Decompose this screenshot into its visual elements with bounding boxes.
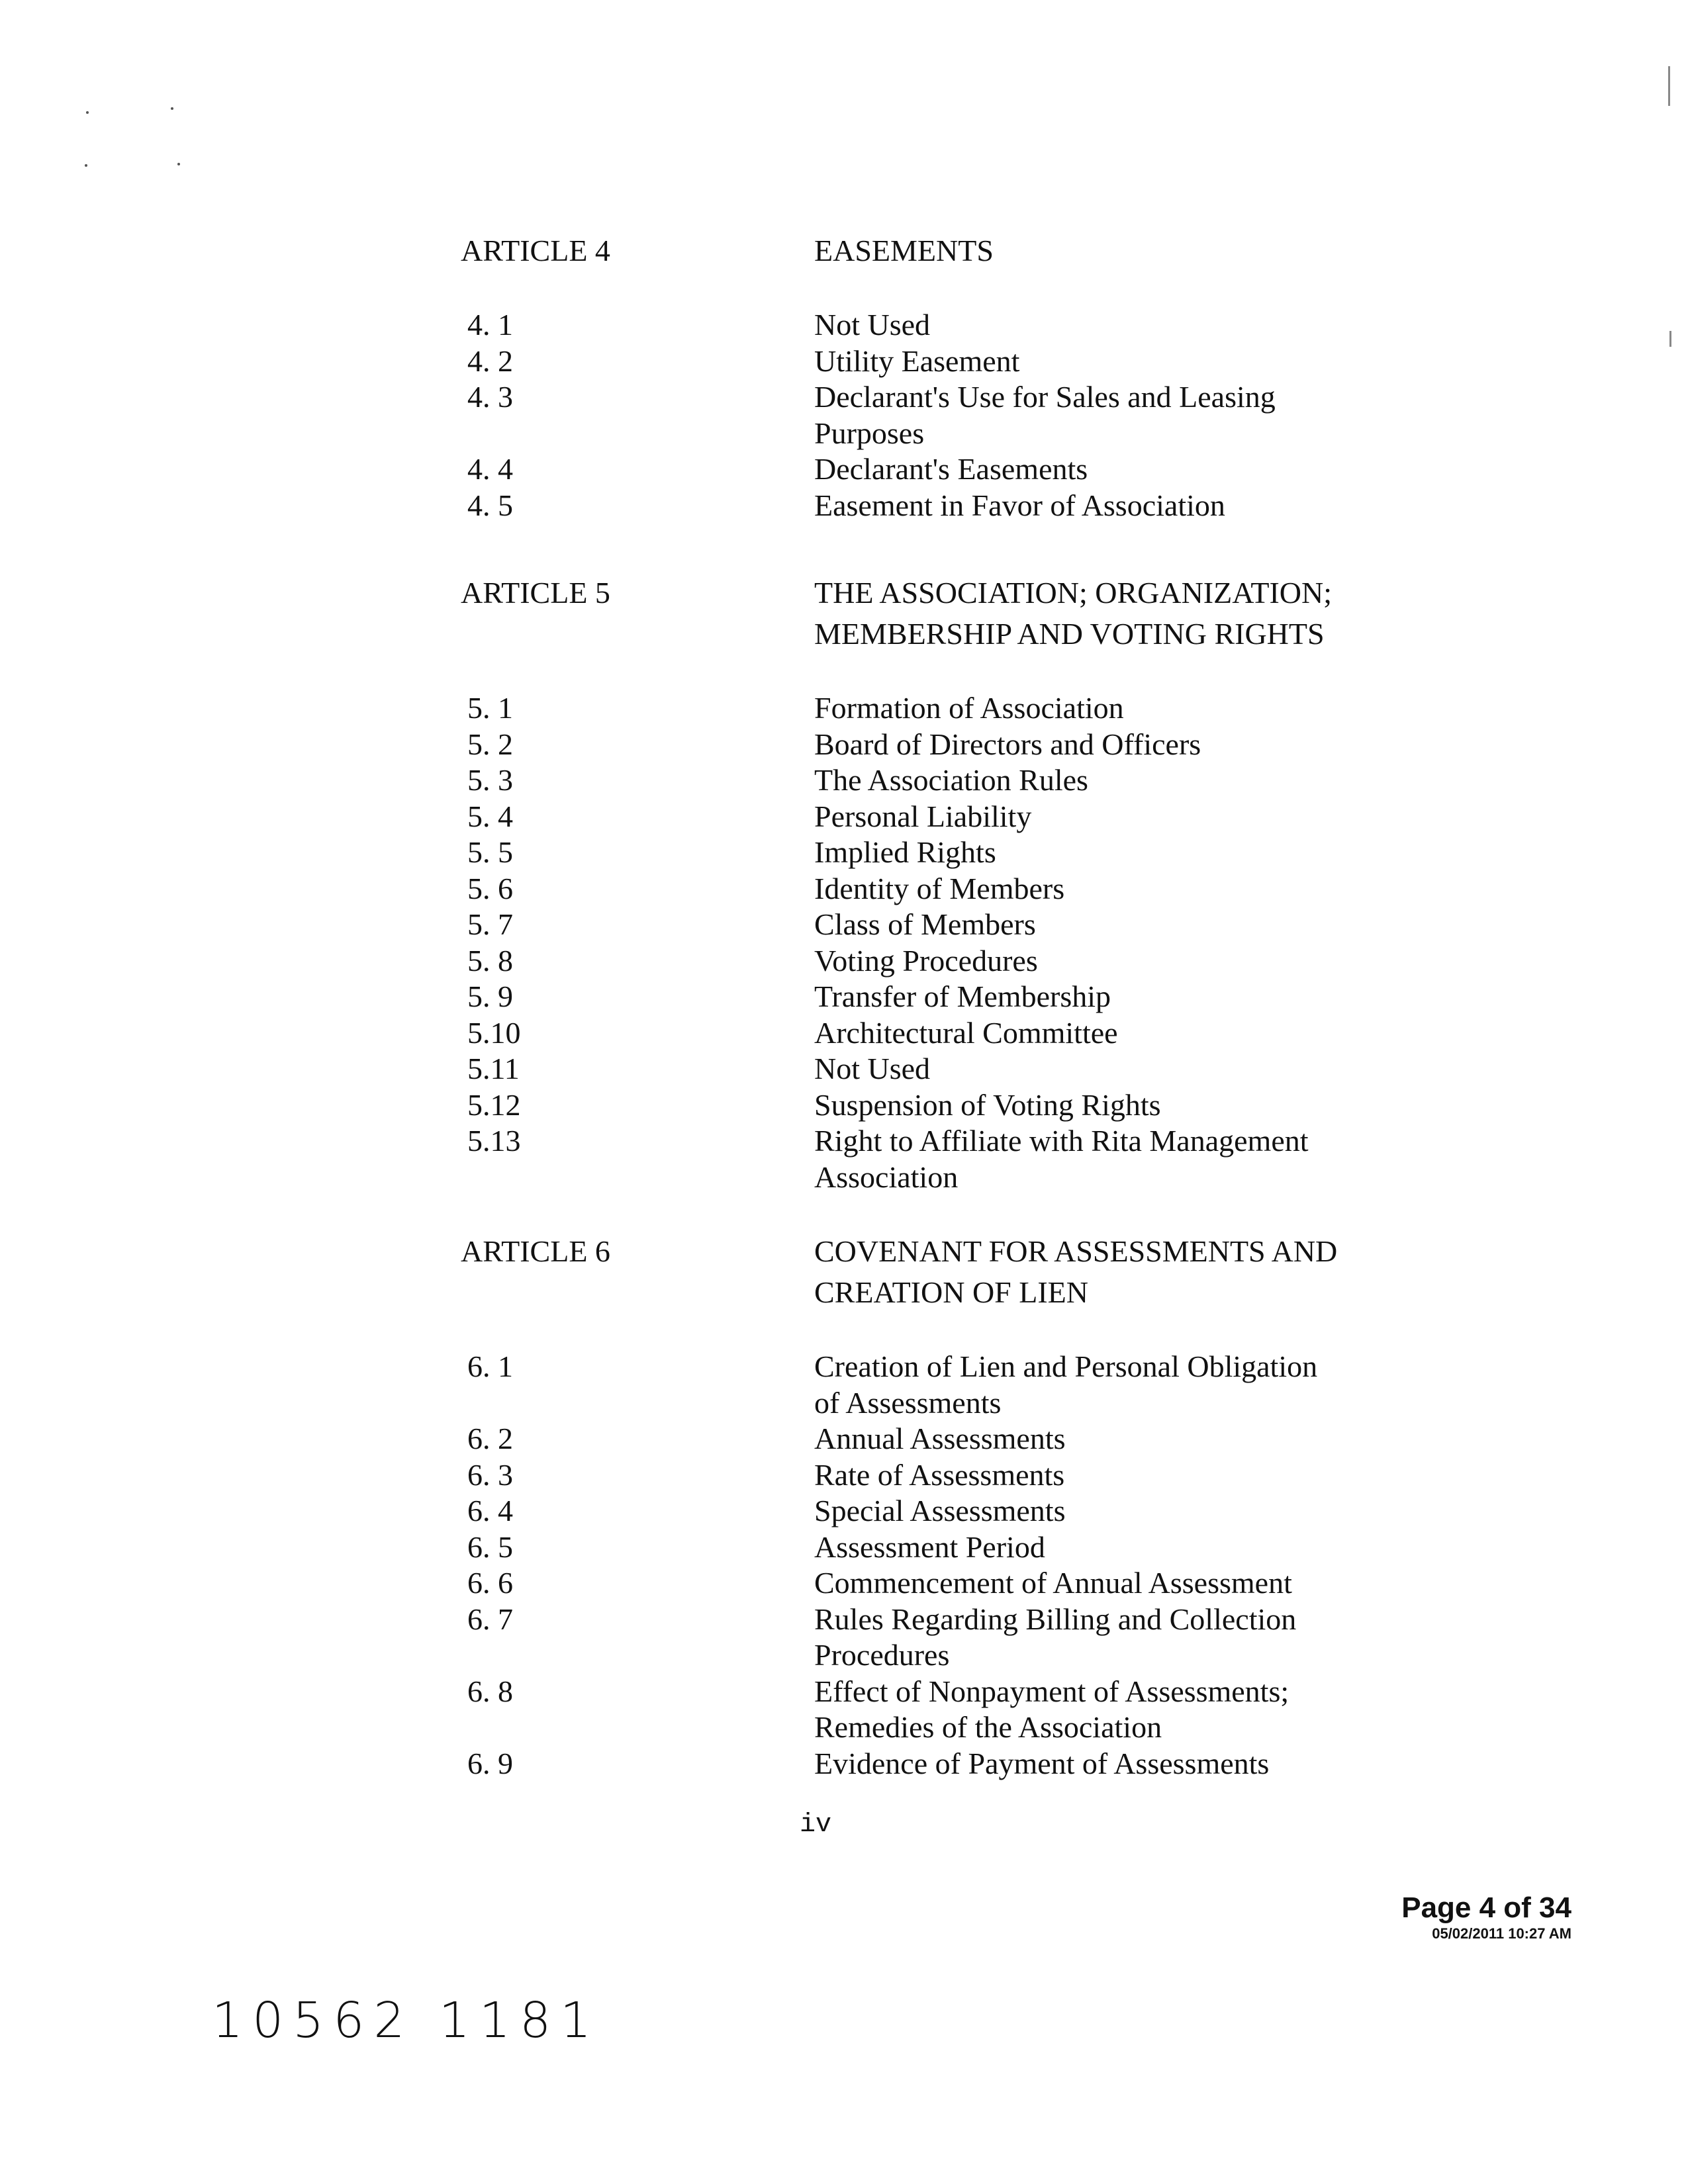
section-number: 5. 8 xyxy=(467,943,513,978)
scan-speck xyxy=(171,107,173,110)
section-title: Utility Easement xyxy=(814,343,1020,378)
section-title: Commencement of Annual Assessment xyxy=(814,1566,1292,1600)
section-title: Transfer of Membership xyxy=(814,979,1111,1013)
section-number: 5. 3 xyxy=(467,763,513,797)
section-title: Board of Directors and Officers xyxy=(814,727,1201,761)
section-title: The Association Rules xyxy=(814,763,1088,797)
article-label: ARTICLE 4 xyxy=(461,234,610,267)
section-number: 4. 2 xyxy=(467,343,513,378)
scan-edge-mark xyxy=(1669,331,1671,347)
section-number: 5. 5 xyxy=(467,835,513,869)
section-number: 5. 4 xyxy=(467,799,513,833)
section-number: 6. 7 xyxy=(467,1602,513,1636)
section-title: Architectural Committee xyxy=(814,1015,1118,1050)
section-number: 4. 3 xyxy=(467,380,513,414)
section-title: Suspension of Voting Rights xyxy=(814,1087,1161,1122)
section-title: Rate of Assessments xyxy=(814,1457,1065,1492)
section-title: Association xyxy=(814,1160,959,1194)
article-title: THE ASSOCIATION; ORGANIZATION; xyxy=(814,576,1332,610)
section-number: 6. 5 xyxy=(467,1529,513,1564)
section-title: Remedies of the Association xyxy=(814,1710,1162,1744)
section-title: Not Used xyxy=(814,308,931,341)
section-title: Evidence of Payment of Assessments xyxy=(814,1746,1270,1780)
section-title: Procedures xyxy=(814,1638,950,1672)
section-title: Rules Regarding Billing and Collection xyxy=(814,1602,1297,1636)
article-title: CREATION OF LIEN xyxy=(814,1275,1088,1309)
section-number: 5.12 xyxy=(467,1087,521,1122)
section-number: 4. 5 xyxy=(467,488,513,522)
section-title: Identity of Members xyxy=(814,871,1065,905)
section-title: Implied Rights xyxy=(814,835,996,869)
section-title: Not Used xyxy=(814,1052,931,1085)
section-title: Assessment Period xyxy=(814,1529,1045,1564)
section-title: Declarant's Use for Sales and Leasing xyxy=(814,380,1276,414)
section-title: Declarant's Easements xyxy=(814,452,1088,486)
section-number: 5. 7 xyxy=(467,907,513,941)
section-number: 5. 6 xyxy=(467,871,513,905)
article-title: COVENANT FOR ASSESSMENTS AND xyxy=(814,1234,1338,1268)
section-number: 5. 9 xyxy=(467,979,513,1013)
article-label: ARTICLE 5 xyxy=(461,576,610,610)
print-timestamp: 05/02/2011 10:27 AM xyxy=(1432,1925,1571,1942)
page-counter: Page 4 of 34 xyxy=(1401,1891,1571,1924)
scan-speck xyxy=(86,111,89,114)
section-title: Special Assessments xyxy=(814,1494,1066,1527)
section-number: 6. 1 xyxy=(467,1349,513,1383)
section-title: Voting Procedures xyxy=(814,943,1038,978)
section-number: 6. 2 xyxy=(467,1422,513,1455)
section-number: 5.13 xyxy=(467,1124,521,1158)
section-title: of Assessments xyxy=(814,1385,1002,1420)
scan-edge-mark xyxy=(1668,66,1670,106)
section-number: 5. 1 xyxy=(467,691,513,725)
section-title: Formation of Association xyxy=(814,691,1124,725)
section-number: 6. 8 xyxy=(467,1674,513,1708)
section-number: 6. 9 xyxy=(467,1746,513,1780)
section-number: 4. 4 xyxy=(467,452,513,486)
section-number: 6. 3 xyxy=(467,1457,513,1492)
recording-stamp: 10562 1181 xyxy=(212,1992,601,2049)
scan-speck xyxy=(177,163,180,165)
section-title: Right to Affiliate with Rita Management xyxy=(814,1124,1309,1158)
section-title: Class of Members xyxy=(814,907,1036,941)
article-title: EASEMENTS xyxy=(814,234,994,267)
section-number: 6. 6 xyxy=(467,1566,513,1600)
section-title: Effect of Nonpayment of Assessments; xyxy=(814,1674,1289,1708)
section-title: Easement in Favor of Association xyxy=(814,488,1225,522)
article-label: ARTICLE 6 xyxy=(461,1234,610,1268)
section-number: 5.10 xyxy=(467,1015,521,1050)
article-title: MEMBERSHIP AND VOTING RIGHTS xyxy=(814,617,1325,651)
page-number-roman: iv xyxy=(800,1810,832,1840)
section-number: 6. 4 xyxy=(467,1494,513,1527)
section-title: Purposes xyxy=(814,416,925,450)
section-number: 4. 1 xyxy=(467,308,513,341)
section-number: 5.11 xyxy=(467,1052,520,1085)
section-number: 5. 2 xyxy=(467,727,513,761)
page-footer xyxy=(1401,1891,1571,1943)
section-title: Creation of Lien and Personal Obligation xyxy=(814,1349,1318,1383)
section-title: Annual Assessments xyxy=(814,1422,1066,1455)
section-title: Personal Liability xyxy=(814,799,1032,833)
scan-speck xyxy=(85,164,87,167)
